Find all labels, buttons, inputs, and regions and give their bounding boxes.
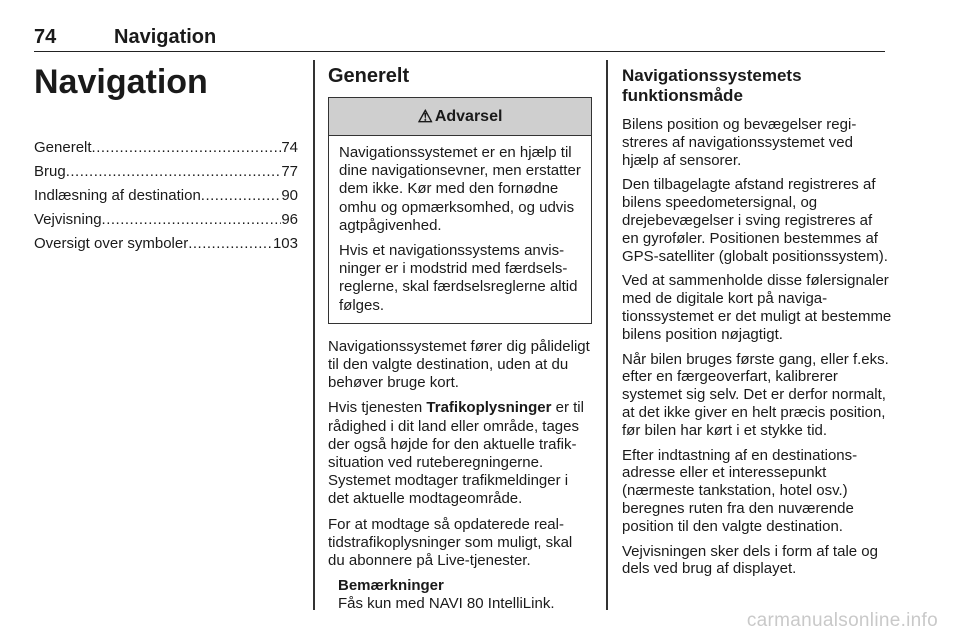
body-paragraph: Navigationssystemet fører dig pålideligt til den valgte destination, uden at du behøver bruge kort.	[328, 337, 590, 392]
toc-item-label: Brug	[34, 163, 66, 180]
section-heading: Navigationssystemets funktionsmåde	[622, 66, 802, 105]
toc-leader-dots	[201, 184, 282, 208]
table-of-contents	[34, 136, 298, 256]
text-run: er til rådighed i dit land eller område, tages der også højde for den aktuelle trafiksituation ved ruteberegningerne. Systemet modtager trafikmeldinger i det aktuelle modtageområde.	[328, 399, 584, 508]
note-box	[338, 577, 592, 613]
body-paragraph: For at modtage så opdaterede realtidstrafikoplysninger som muligt, skal du abonnere på Live-tjenester.	[328, 515, 573, 570]
body-paragraph: Den tilbagelagte afstand registreres af bilens speedometersignal, og drejebevægelser i sving registreres af en gyroføler. Positionen bestemmes af GPS-satelliter (globalt positionssystem).	[622, 176, 888, 265]
toc-item-page: 74	[281, 139, 298, 156]
toc-item[interactable]	[34, 208, 298, 232]
toc-leader-dots	[92, 136, 282, 160]
toc-item[interactable]	[34, 232, 298, 256]
body-paragraph: Ved at sammenholde disse følersignaler med de digitale kort på navigationssystemet er det muligt at bestemme bilens position nøjagtigt.	[622, 272, 892, 343]
text-run: Hvis tjenesten	[328, 399, 427, 417]
page-number: 74	[34, 26, 57, 48]
toc-item-label: Vejvisning	[34, 211, 102, 228]
bold-term: Trafikoplysninger	[426, 399, 552, 417]
body-paragraph: Efter indtastning af en destinationsadresse eller et interessepunkt (nærmeste tankstation, hotel osv.) beregnes ruten fra den nuværende position til den valgte destination.	[622, 446, 858, 535]
warning-paragraph: Navigationssystemet er en hjælp til dine navigationsevner, men erstatter dem ikke. Kør med den fornødne omhu og opmærksomhed, og udvis agtpågivenhed.	[339, 144, 581, 234]
header-title: Navigation	[114, 26, 217, 48]
warning-box	[328, 97, 592, 324]
body-paragraph: Vejvisningen sker dels i form af tale og dels ved brug af displayet.	[622, 542, 878, 578]
toc-item[interactable]	[34, 184, 298, 208]
warning-triangle-icon: ⚠	[417, 106, 433, 126]
toc-item-label: Generelt	[34, 139, 92, 156]
toc-item-label: Oversigt over symboler	[34, 235, 189, 252]
toc-leader-dots	[188, 232, 273, 256]
function-column	[622, 66, 892, 585]
column-divider-right	[606, 60, 608, 610]
warning-header	[329, 98, 591, 136]
toc-item-page: 96	[281, 211, 298, 228]
note-title: Bemærkninger	[338, 577, 444, 595]
page-header	[34, 26, 885, 52]
body-paragraph: Bilens position og bevægelser registreres af navigationssystemet ved hjælp af sensorer.	[622, 116, 857, 169]
warning-paragraph: Hvis et navigationssystems anvisninger er i modstrid med færdselsreglerne, skal færdselsreglerne altid følges.	[339, 242, 578, 314]
toc-leader-dots	[102, 208, 282, 232]
section-heading: Generelt	[328, 65, 410, 87]
column-divider-left	[313, 60, 315, 610]
warning-body	[329, 136, 591, 323]
toc-leader-dots	[66, 160, 282, 184]
note-text: Fås kun med NAVI 80 IntelliLink.	[338, 595, 555, 613]
toc-item[interactable]	[34, 160, 298, 184]
toc-item-label: Indlæsning af destination	[34, 187, 201, 204]
toc-column	[34, 62, 298, 256]
general-column	[328, 62, 592, 620]
toc-item-page: 90	[281, 187, 298, 204]
toc-item-page: 103	[272, 235, 298, 252]
body-paragraph: Når bilen bruges første gang, eller f.eks. efter en færgeoverfart, kalibrerer systemet sig selv. Det er derfor normalt, at det ikke giver en helt præcis position, før bilen har kørt i et stykke tid.	[622, 350, 889, 439]
body-paragraph	[328, 399, 592, 508]
chapter-title: Navigation	[34, 63, 208, 101]
toc-item-page: 77	[281, 163, 298, 180]
watermark: carmanualsonline.info	[746, 610, 938, 631]
toc-item[interactable]	[34, 136, 298, 160]
warning-title: Advarsel	[434, 107, 503, 125]
